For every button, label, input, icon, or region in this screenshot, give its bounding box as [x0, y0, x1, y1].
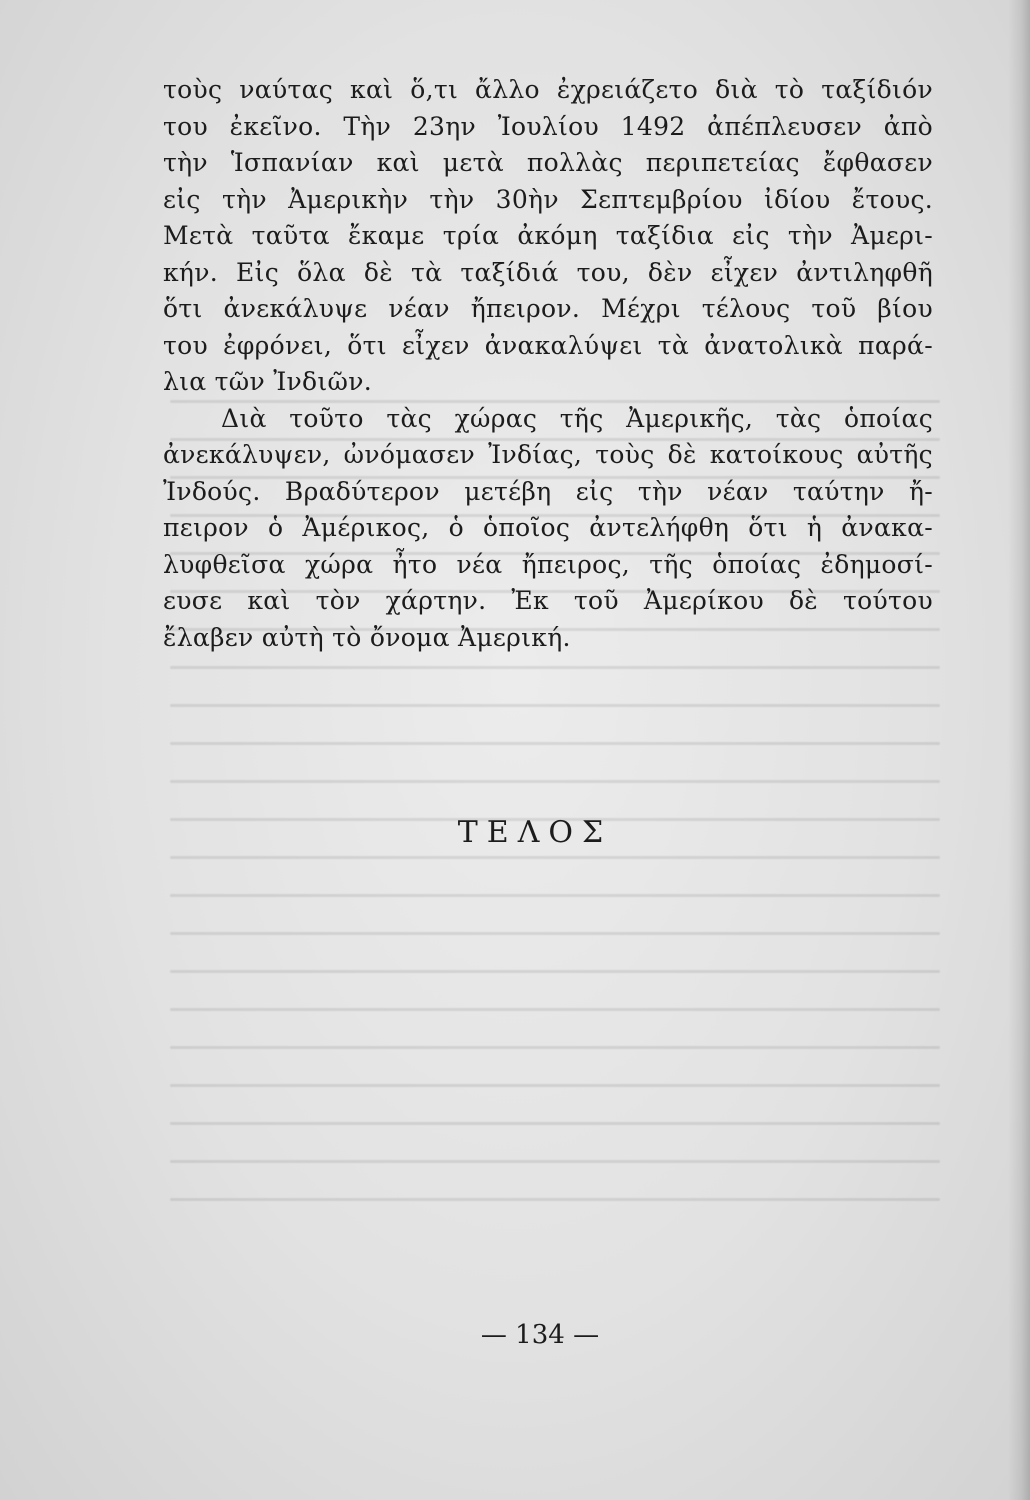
body-text: [163, 72, 933, 656]
page-edge-shadow: [1008, 0, 1030, 1500]
text-line: ευσε καὶ τὸν χάρτην. Ἐκ τοῦ Ἀμερίκου δὲ τούτου: [163, 586, 933, 615]
text-line: του ἐκεῖνο. Τὴν 23ην Ἰουλίου 1492 ἀπέπλευσεν ἀπὸ: [163, 111, 933, 141]
text-line: ἀνεκάλυψεν, ὠνόμασεν Ἰνδίας, τοὺς δὲ κατοίκους αὐτῆς: [163, 440, 933, 469]
text-line: πειρον ὁ Ἀμέρικος, ὁ ὁποῖος ἀντελήφθη ὅτι ἡ ἀνακα-: [163, 513, 933, 542]
text-line: του ἐφρόνει, ὅτι εἶχεν ἀνακαλύψει τὰ ἀνατολικὰ παρά-: [163, 330, 933, 360]
text-line: λια τῶν Ἰνδιῶν.: [163, 367, 372, 396]
page-number: — 134 —: [480, 1320, 600, 1350]
text-line: τὴν Ἱσπανίαν καὶ μετὰ πολλὰς περιπετείας ἔφθασεν: [163, 148, 933, 177]
text-line: ἔλαβεν αὐτὴ τὸ ὄνομα Ἀμερική.: [163, 622, 571, 652]
text-line: Ἰνδούς. Βραδύτερον μετέβη εἰς τὴν νέαν ταύτην ἤ-: [163, 476, 933, 506]
text-line: Διὰ τοῦτο τὰς χώρας τῆς Ἀμερικῆς, τὰς ὁποίας: [221, 403, 933, 433]
end-title: ΤΕΛΟΣ: [457, 815, 613, 850]
text-line: κήν. Εἰς ὅλα δὲ τὰ ταξίδιά του, δὲν εἶχεν ἀντιληφθῆ: [163, 257, 933, 287]
text-line: ὅτι ἀνεκάλυψε νέαν ἤπειρον. Μέχρι τέλους τοῦ βίου: [163, 294, 933, 323]
text-line: Μετὰ ταῦτα ἔκαμε τρία ἀκόμη ταξίδια εἰς τὴν Ἀμερι-: [163, 221, 933, 250]
text-line: λυφθεῖσα χώρα ἦτο νέα ἤπειρος, τῆς ὁποίας ἐδημοσί-: [163, 549, 933, 579]
text-line: εἰς τὴν Ἀμερικὴν τὴν 30ὴν Σεπτεμβρίου ἰδίου ἔτους.: [163, 184, 933, 214]
text-line: τοὺς ναύτας καὶ ὅ,τι ἄλλο ἐχρειάζετο διὰ τὸ ταξίδιόν: [163, 75, 933, 104]
